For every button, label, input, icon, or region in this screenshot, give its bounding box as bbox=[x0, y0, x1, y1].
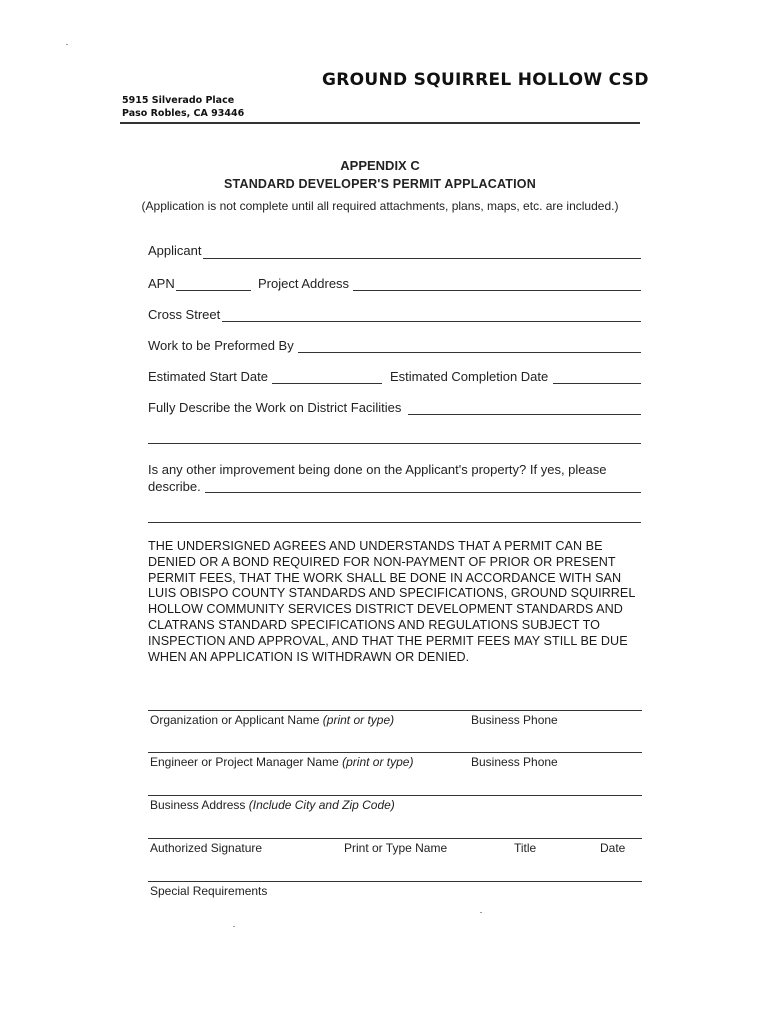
cross-street-label: Cross Street bbox=[148, 307, 221, 322]
scan-speck bbox=[480, 912, 482, 913]
appendix-heading: APPENDIX C bbox=[340, 158, 420, 173]
signature-line[interactable] bbox=[148, 838, 642, 839]
completeness-note: (Application is not complete until all required attachments, plans, maps, etc. are included.) bbox=[141, 199, 619, 213]
special-requirements-label: Special Requirements bbox=[150, 884, 268, 898]
project-address-field[interactable] bbox=[353, 290, 641, 291]
agreement-statement: THE UNDERSIGNED AGREES AND UNDERSTANDS THAT A PERMIT CAN BE DENIED OR A BOND REQUIRED FOR NON-PAYMENT OF PRIOR OR PRESENT PERMIT FEES, THAT THE WORK SHALL BE DONE IN ACCORDANCE WITH SAN LUIS OBISPO COUNTY STANDARDS AND SPECIFICATIONS, GROUND SQUIRREL HOLLOW COMMUNITY SERVICES DISTRICT DEVELOPMENT STANDARDS AND CLATRANS STANDARD SPECIFICATIONS AND REGULATIONS SUBJECT TO INSPECTION AND APPROVAL, AND THAT THE PERMIT FEES MAY STILL BE DUE WHEN AN APPLICATION IS WITHDRAWN OR DENIED. bbox=[148, 539, 635, 664]
address-line-1: 5915 Silverado Place bbox=[122, 95, 235, 106]
applicant-field[interactable] bbox=[203, 258, 641, 259]
form-title: STANDARD DEVELOPER'S PERMIT APPLACATION bbox=[224, 177, 536, 191]
applicant-label: Applicant bbox=[148, 243, 202, 258]
org-name-label: Organization or Applicant Name bbox=[150, 713, 320, 727]
org-name-hint: (print or type) bbox=[322, 713, 395, 727]
work-performed-by-label: Work to be Preformed By bbox=[148, 338, 294, 353]
engineer-name-caption bbox=[150, 755, 413, 769]
business-phone-label-2: Business Phone bbox=[471, 755, 558, 769]
title-label: Title bbox=[514, 841, 537, 855]
print-name-label: Print or Type Name bbox=[344, 841, 448, 855]
other-improvement-field-line-2[interactable] bbox=[148, 522, 641, 523]
date-label: Date bbox=[600, 841, 626, 855]
completion-date-label: Estimated Completion Date bbox=[390, 369, 549, 384]
scan-speck bbox=[233, 926, 235, 927]
other-improvement-question: Is any other improvement being done on the Applicant's property? If yes, please bbox=[148, 462, 607, 477]
engineer-name-hint: (print or type) bbox=[342, 755, 414, 769]
completion-date-field[interactable] bbox=[553, 383, 641, 384]
apn-field[interactable] bbox=[176, 290, 251, 291]
start-date-field[interactable] bbox=[272, 383, 382, 384]
scan-speck bbox=[66, 44, 68, 45]
describe-work-label: Fully Describe the Work on District Facilities bbox=[148, 400, 402, 415]
project-address-label: Project Address bbox=[258, 276, 350, 291]
authorized-signature-label: Authorized Signature bbox=[150, 841, 263, 855]
business-phone-label-1: Business Phone bbox=[471, 713, 558, 727]
work-performed-by-field[interactable] bbox=[298, 352, 641, 353]
business-address-hint: (Include City and Zip Code) bbox=[248, 798, 395, 812]
org-name-line[interactable] bbox=[148, 710, 642, 711]
district-name: GROUND SQUIRREL HOLLOW CSD bbox=[322, 70, 649, 90]
cross-street-field[interactable] bbox=[222, 321, 641, 322]
business-address-caption bbox=[150, 798, 395, 812]
letterhead-rule bbox=[120, 122, 640, 124]
business-address-label: Business Address bbox=[150, 798, 246, 812]
address-line-2: Paso Robles, CA 93446 bbox=[122, 108, 245, 119]
other-improvement-field[interactable] bbox=[205, 492, 641, 493]
engineer-name-line[interactable] bbox=[148, 752, 642, 753]
start-date-label: Estimated Start Date bbox=[148, 369, 268, 384]
describe-work-field-line-2[interactable] bbox=[148, 443, 641, 444]
apn-label: APN bbox=[148, 276, 175, 291]
describe-work-field[interactable] bbox=[408, 414, 641, 415]
org-name-caption bbox=[150, 713, 394, 727]
engineer-name-label: Engineer or Project Manager Name bbox=[150, 755, 339, 769]
special-requirements-line[interactable] bbox=[148, 881, 642, 882]
business-address-line[interactable] bbox=[148, 795, 642, 796]
other-improvement-describe-label: describe. bbox=[148, 479, 201, 494]
